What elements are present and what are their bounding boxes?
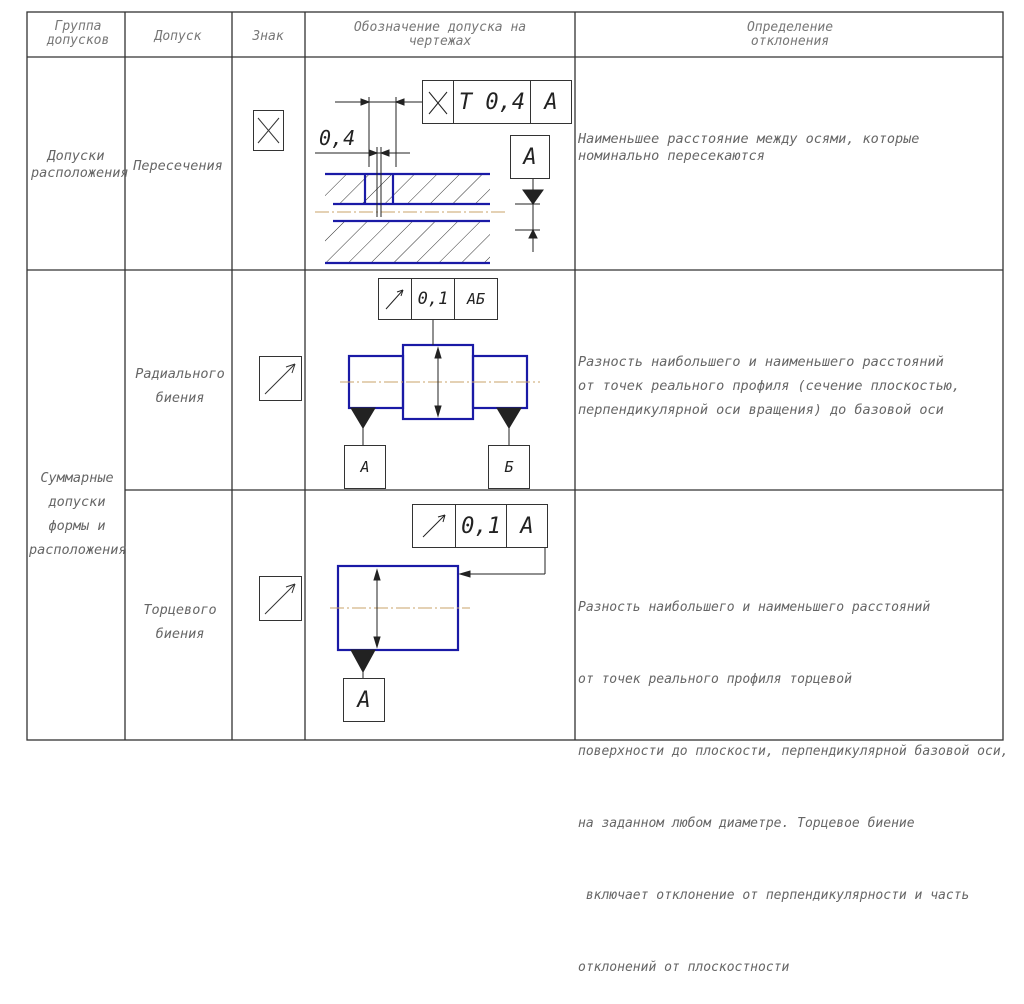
axial-runout-frame-value: 0,1 bbox=[456, 505, 507, 547]
definition-axial-runout bbox=[578, 548, 1009, 1004]
header-tolerance: Допуск bbox=[154, 29, 202, 44]
definition-line: на заданном любом диаметре. Торцевое биение bbox=[578, 816, 915, 831]
axial-runout-frame-datum: A bbox=[520, 513, 534, 539]
axial-datum-box: A bbox=[343, 678, 385, 722]
definition-line: Разность наибольшего и наименьшего расстояний bbox=[578, 354, 944, 370]
header-designation: Обозначение допуска на чертежах bbox=[353, 20, 527, 49]
runout-arrow-icon bbox=[419, 511, 449, 541]
intersection-frame-symbol bbox=[423, 81, 454, 123]
definition-line: Наименьшее расстояние между осями, которые bbox=[578, 131, 920, 147]
intersection-symbol-icon bbox=[426, 87, 450, 117]
definition-line: включает отклонение от перпендикулярности и часть bbox=[578, 888, 970, 903]
definition-line: Разность наибольшего и наименьшего расстояний bbox=[578, 600, 931, 615]
runout-arrow-icon bbox=[383, 285, 407, 313]
definition-line: отклонений от плоскостности bbox=[578, 960, 790, 975]
tolerance-axial-runout: Торцевого биения bbox=[143, 602, 217, 642]
intersection-datum-box: A bbox=[510, 135, 550, 179]
definition-line: от точек реального профиля торцевой bbox=[578, 672, 852, 687]
radial-datum-b-box: Б bbox=[488, 445, 530, 489]
definition-line: номинально пересекаются bbox=[578, 148, 765, 164]
group-location: Допуски расположения bbox=[31, 148, 129, 181]
radial-runout-frame-symbol bbox=[379, 279, 412, 319]
radial-datum-a-box: А bbox=[344, 445, 386, 489]
tolerance-radial-runout: Радиального биения bbox=[135, 366, 225, 406]
radial-runout-frame-datum: АБ bbox=[466, 290, 486, 308]
axial-runout-frame bbox=[412, 504, 548, 548]
group-combined: Суммарные допуски формы и расположения bbox=[29, 470, 127, 558]
header-definition: Определение отклонения bbox=[746, 20, 834, 49]
axial-runout-symbol-icon bbox=[259, 576, 303, 622]
definition-line: поверхности до плоскости, перпендикулярной базовой оси, bbox=[578, 744, 1009, 759]
intersection-frame-datum: A bbox=[544, 89, 558, 115]
intersection-frame bbox=[422, 80, 572, 124]
header-group: Группа допусков bbox=[46, 19, 110, 48]
definition-intersection bbox=[578, 131, 998, 165]
intersection-frame-value: T 0,4 bbox=[454, 81, 531, 123]
axial-runout-frame-symbol bbox=[413, 505, 456, 547]
dimension-value: 0,4 bbox=[319, 126, 356, 150]
definition-radial-runout bbox=[578, 350, 1000, 422]
header-sign: Знак bbox=[252, 29, 284, 44]
definition-line: от точек реального профиля (сечение плоскостью, bbox=[578, 378, 961, 394]
radial-runout-frame-value: 0,1 bbox=[412, 279, 455, 319]
definition-line: перпендикулярной оси вращения) до базовой оси bbox=[578, 402, 944, 418]
radial-runout-frame bbox=[378, 278, 498, 320]
radial-runout-symbol-icon bbox=[259, 356, 303, 402]
tolerance-intersection: Пересечения bbox=[133, 158, 223, 174]
intersection-symbol-icon bbox=[253, 110, 285, 152]
